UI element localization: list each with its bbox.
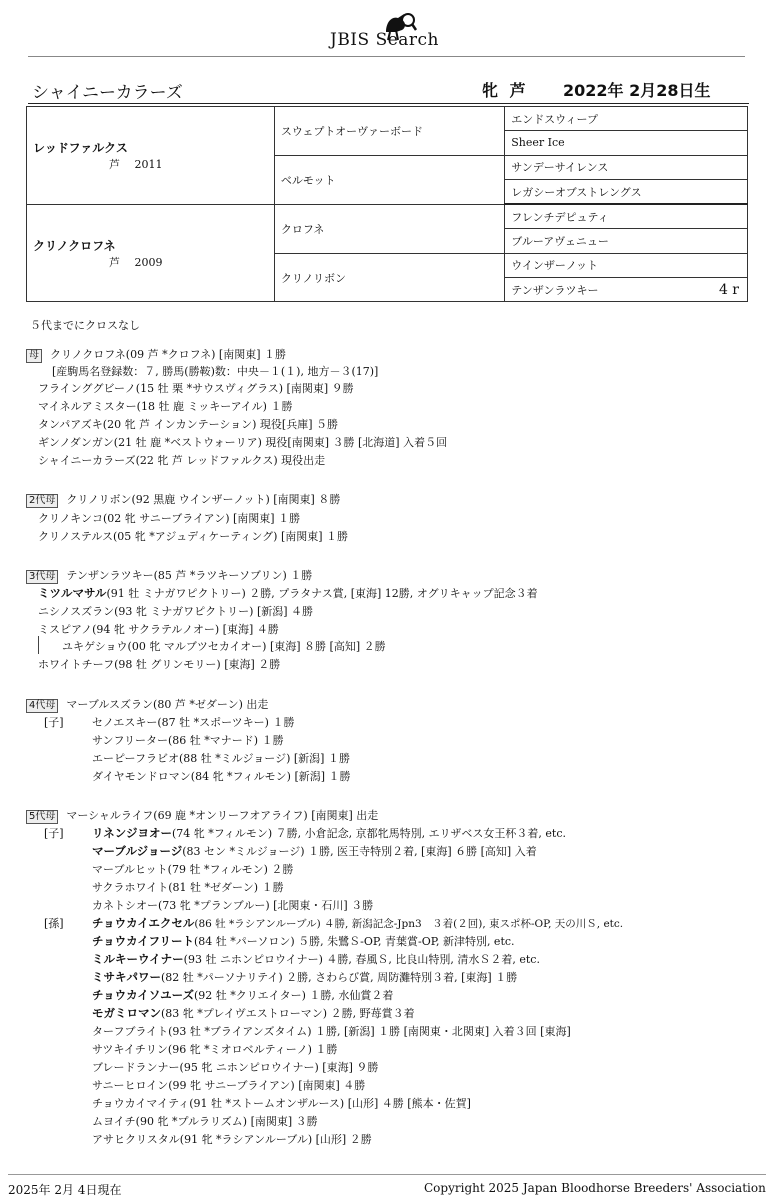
horse-name: シャイニーカラーズ bbox=[32, 83, 183, 103]
family-text: クリノクロフネ(09 芦 *クロフネ) [南関東] １勝 bbox=[50, 348, 286, 361]
sire-info: 芦 2011 bbox=[109, 157, 163, 171]
offspring-name: モガミロマン bbox=[92, 1006, 161, 1020]
offspring-name: ミツルマサル bbox=[38, 586, 107, 600]
grand-offspring bbox=[92, 970, 517, 985]
grandchild-label: [孫] bbox=[44, 917, 64, 930]
offspring-name: ミサキパワー bbox=[92, 970, 161, 984]
ancestor-cell[interactable]: フレンチデピュティ bbox=[505, 204, 748, 229]
offspring bbox=[92, 826, 566, 841]
footer-copyright: Copyright 2025 Japan Bloodhorse Breeders' Association bbox=[424, 1181, 766, 1195]
sire-name[interactable]: レッドファルクス bbox=[33, 140, 128, 155]
offspring-detail: (93 牡 ニホンピロウイナー) ４勝, 春風Ｓ, 比良山特別, 清水Ｓ２着, etc. bbox=[183, 953, 540, 966]
offspring-name: リネンジヨオー bbox=[92, 826, 172, 840]
fourth-dam-line bbox=[26, 697, 268, 713]
generation-tag: 4代母 bbox=[26, 699, 58, 713]
ancestor-cell[interactable] bbox=[505, 278, 748, 302]
offspring-name: ミルキーウイナー bbox=[92, 952, 184, 966]
horse-birth-date: 2022年 2月28日生 bbox=[563, 81, 711, 100]
family-text: マーシャルライフ(69 鹿 *オンリーフオアライフ) [南関東] 出走 bbox=[66, 809, 379, 822]
sire-dam-cell[interactable]: ベルモット bbox=[274, 155, 504, 204]
dam-cell bbox=[27, 204, 275, 302]
offspring-detail: (83 セン *ミルジョージ) １勝, 医王寺特別２着, [東海] ６勝 [高知] 入着 bbox=[182, 845, 537, 858]
grand-offspring: アサヒクリスタル(91 牝 *ラシアンルーブル) [山形] ２勝 bbox=[92, 1133, 372, 1146]
horse-sex-color: 牝 芦 bbox=[482, 81, 529, 100]
dam-info: 芦 2009 bbox=[109, 255, 163, 269]
pedigree-table bbox=[26, 106, 748, 302]
offspring-detail: (83 牝 *プレイヴエストローマン) ２勝, 野苺賞３着 bbox=[161, 1007, 415, 1020]
ancestor-cell[interactable]: ウインザーノット bbox=[505, 253, 748, 277]
offspring-name: チョウカイソユーズ bbox=[92, 988, 195, 1002]
offspring-detail: (84 牡 *パーソロン) ５勝, 朱鷺Ｓ-OP, 青葉賞-OP, 新津特別, etc. bbox=[194, 935, 515, 948]
offspring bbox=[38, 586, 538, 601]
offspring: エーピーフラビオ(88 牡 *ミルジョージ) [新潟] １勝 bbox=[92, 752, 350, 765]
grand-offspring: サツキイチリン(96 牝 *ミオロベルティーノ) １勝 bbox=[92, 1043, 338, 1056]
grand-offspring bbox=[92, 934, 515, 949]
offspring: クリノステルス(05 牝 *アジュディケーティング) [南関東] １勝 bbox=[38, 530, 349, 543]
grand-offspring bbox=[92, 988, 393, 1003]
generation-tag: 2代母 bbox=[26, 494, 58, 508]
offspring-detail: (74 牝 *フィルモン) ７勝, 小倉記念, 京都牝馬特別, エリザベス女王杯３着, etc. bbox=[171, 827, 567, 840]
generation-tag: 5代母 bbox=[26, 810, 58, 824]
ancestor-cell[interactable]: レガシーオブストレングス bbox=[505, 179, 748, 204]
grand-offspring: チョウカイマイティ(91 牡 *ストームオンザルース) [山形] ４勝 [熊本・佐賀] bbox=[92, 1097, 471, 1110]
ancestor-cell[interactable]: エンドスウィープ bbox=[505, 107, 748, 131]
footer-divider bbox=[8, 1174, 766, 1175]
grand-offspring bbox=[92, 916, 623, 932]
offspring: ホワイトチーフ(98 牡 グリンモリー) [東海] ２勝 bbox=[38, 658, 281, 671]
ancestor-name: テンザンラツキー bbox=[511, 283, 599, 297]
ancestor-cell[interactable]: サンデーサイレンス bbox=[505, 155, 748, 179]
grand-offspring bbox=[92, 952, 540, 967]
offspring: サクラホワイト(81 牡 *ゼダーン) １勝 bbox=[92, 881, 284, 894]
dam-stats: [産駒馬名登録数：７, 勝馬(勝鞍)数：中央－１(１), 地方－３(17)] bbox=[52, 365, 379, 378]
sire-sire-cell[interactable]: スウェプトオーヴァーボード bbox=[274, 107, 504, 156]
cross-note: ５代までにクロスなし bbox=[30, 319, 140, 332]
grand-offspring: ブレードランナー(95 牝 ニホンピロウイナー) [東海] ９勝 bbox=[92, 1061, 379, 1074]
title-divider bbox=[28, 103, 749, 104]
sire-cell bbox=[27, 107, 275, 205]
offspring: ユキゲショウ(00 牝 マルブツセカイオー) [東海] ８勝 [高知] ２勝 bbox=[62, 640, 386, 653]
third-dam-line bbox=[26, 568, 312, 584]
dam-sire-cell[interactable]: クロフネ bbox=[274, 204, 504, 253]
offspring: ミスピアノ(94 牝 サクラテルノオー) [東海] ４勝 bbox=[38, 623, 279, 636]
generation-tag: 3代母 bbox=[26, 570, 58, 584]
grand-offspring: サニーヒロイン(99 牝 サニーブライアン) [南関東] ４勝 bbox=[92, 1079, 366, 1092]
offspring: ダイヤモンドロマン(84 牝 *フィルモン) [新潟] １勝 bbox=[92, 770, 351, 783]
dam-dam-cell[interactable]: クリノリボン bbox=[274, 253, 504, 302]
offspring: マイネルアミスター(18 牡 鹿 ミッキーアイル) １勝 bbox=[38, 400, 293, 413]
offspring: タンパアズキ(20 牝 芦 インカンテーション) 現役[兵庫] ５勝 bbox=[38, 418, 338, 431]
family-text: クリノリボン(92 黒鹿 ウインザーノット) [南関東] ８勝 bbox=[66, 493, 341, 506]
offspring: セノエスキー(87 牡 *スポーツキー) １勝 bbox=[92, 716, 295, 729]
offspring-detail: (86 牡 *ラシアンルーブル) ４勝, 新潟記念-Jpn3 ３着(２回), 東スポ杯-OP, 天の川Ｓ, etc. bbox=[194, 918, 624, 930]
offspring: ギンノダンガン(21 牡 鹿 *ベストウォーリア) 現役[南関東] ３勝 [北海道] 入着５回 bbox=[38, 436, 448, 449]
child-label: [子] bbox=[44, 827, 64, 840]
descent-line bbox=[38, 636, 39, 654]
ancestor-cell[interactable]: ブルーアヴェニュー bbox=[505, 229, 748, 253]
offspring: フラインググビーノ(15 牡 栗 *サウスヴィグラス) [南関東] ９勝 bbox=[38, 382, 354, 395]
second-dam-line bbox=[26, 492, 340, 508]
offspring-name: チョウカイエクセル bbox=[92, 916, 195, 930]
offspring-detail: (92 牡 *クリエイター) １勝, 水仙賞２着 bbox=[194, 989, 394, 1002]
ancestor-cell[interactable]: Sheer Ice bbox=[505, 131, 748, 155]
offspring-name: マーブルジョージ bbox=[92, 844, 183, 858]
family-text: マーブルスズラン(80 芦 *ゼダーン) 出走 bbox=[66, 698, 269, 711]
logo-text: JBIS Search bbox=[330, 30, 440, 50]
fifth-dam-line bbox=[26, 808, 378, 824]
offspring bbox=[92, 844, 537, 859]
offspring: サンフリーター(86 牡 *マナード) １勝 bbox=[92, 734, 284, 747]
offspring: クリノキンコ(02 牝 サニーブライアン) [南関東] １勝 bbox=[38, 512, 301, 525]
cross-mark: 4 r bbox=[718, 281, 739, 298]
offspring-detail: (91 牡 ミナガワピクトリー) ２勝, プラタナス賞, [東海] 12勝, オグリキャップ記念３着 bbox=[106, 587, 538, 600]
offspring: シャイニーカラーズ(22 牝 芦 レッドファルクス) 現役出走 bbox=[38, 454, 326, 467]
dam-line bbox=[26, 347, 286, 363]
header-divider bbox=[28, 56, 745, 57]
offspring: ニシノスズラン(93 牝 ミナガワピクトリー) [新潟] ４勝 bbox=[38, 605, 314, 618]
generation-tag: 母 bbox=[26, 349, 42, 363]
dam-name[interactable]: クリノクロフネ bbox=[33, 238, 116, 253]
grand-offspring bbox=[92, 1006, 415, 1021]
offspring: マーブルヒット(79 牡 *フィルモン) ２勝 bbox=[92, 863, 294, 876]
grand-offspring: ターフブライト(93 牡 *ブライアンズタイム) １勝, [新潟] １勝 [南関東・北関東] 入着３回 [東海] bbox=[92, 1025, 571, 1038]
grand-offspring: ムヨイチ(90 牝 *プルラリズム) [南関東] ３勝 bbox=[92, 1115, 318, 1128]
family-text: テンザンラツキー(85 芦 *ラツキーソブリン) １勝 bbox=[66, 569, 313, 582]
offspring-detail: (82 牡 *パーソナリテイ) ２勝, さわらび賞, 周防灘特別３着, [東海] １勝 bbox=[161, 971, 518, 984]
footer-date: 2025年 2月 4日現在 bbox=[8, 1183, 122, 1197]
offspring: カネトシオー(73 牝 *プランブルー) [北関東・石川] ３勝 bbox=[92, 899, 374, 912]
offspring-name: チョウカイフリート bbox=[92, 934, 195, 948]
child-label: [子] bbox=[44, 716, 64, 729]
